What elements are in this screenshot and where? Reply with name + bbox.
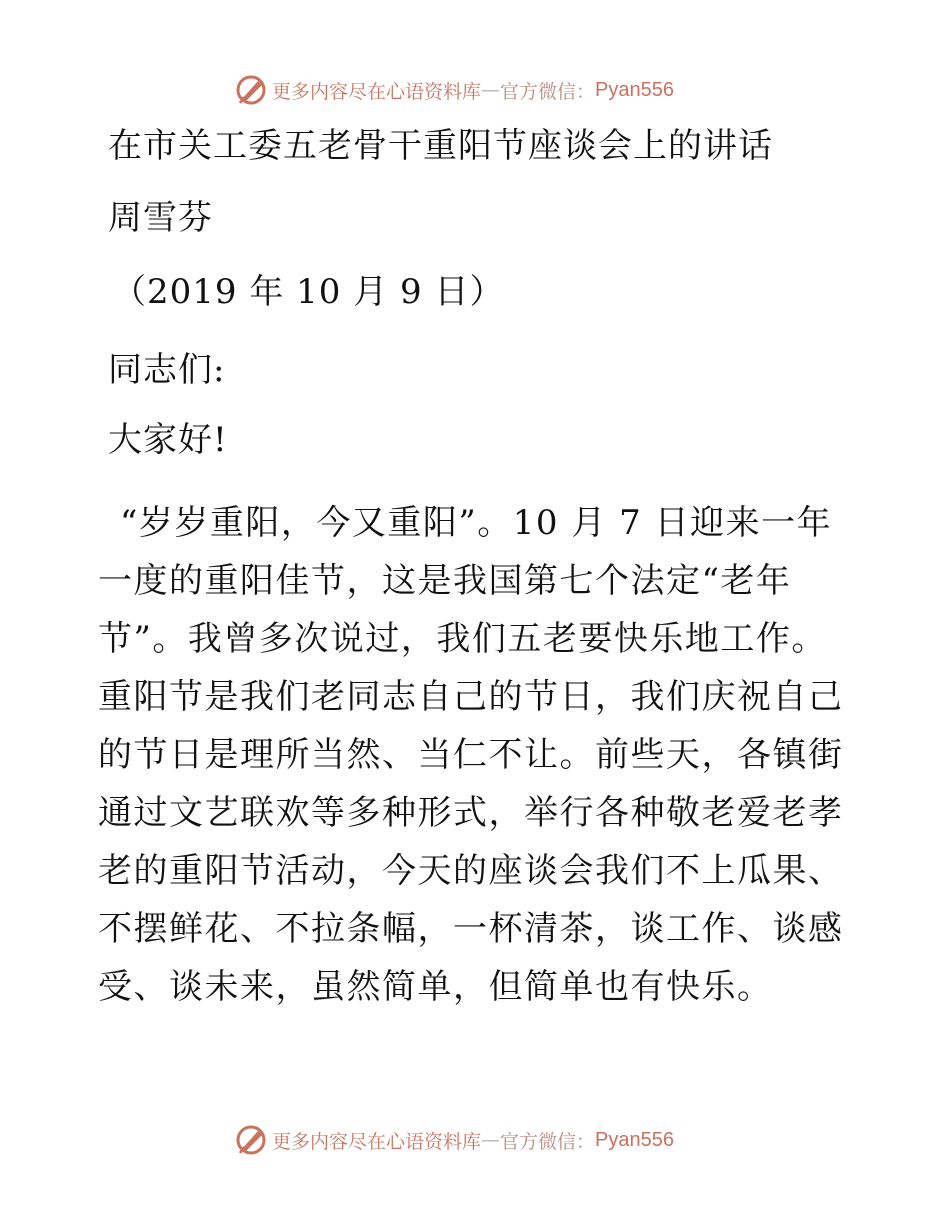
watermark-account-id: Pyan556 <box>595 1128 674 1151</box>
quill-pen-logo-icon <box>234 1123 268 1157</box>
watermark-separator: — <box>481 79 501 101</box>
document-title: 在市关工委五老骨干重阳节座谈会上的讲话 <box>108 126 773 166</box>
document-paragraph: “岁岁重阳，今又重阳”。10 月 7 日迎来一年一度的重阳佳节，这是我国第七个法定“老年节”。我曾多次说过，我们五老要快乐地工作。重阳节是我们老同志自己的节日，我们庆祝自己的节日是理所当然、当仁不让。前些天，各镇街通过文艺联欢等多种形式，举行各种敬老爱老孝老的重阳节活动，今天的座谈会我们不上瓜果、不摆鲜花、不拉条幅，一杯清茶，谈工作、谈感受、谈未来，虽然简单，但简单也有快乐。 <box>98 503 844 1007</box>
quill-pen-logo-icon <box>234 73 268 107</box>
document-salutation: 同志们: <box>108 350 226 390</box>
watermark-official-label: 官方微信： <box>500 80 596 103</box>
header-watermark <box>234 72 674 108</box>
watermark-brand-text: 更多内容尽在心语资料库 <box>272 80 482 103</box>
watermark-separator: — <box>481 1129 501 1151</box>
watermark-official-label: 官方微信： <box>500 1130 596 1153</box>
document-author: 周雪芬 <box>108 198 213 238</box>
document-greeting: 大家好! <box>108 420 228 460</box>
document-date: （2019 年 10 月 9 日） <box>112 272 505 312</box>
watermark-account-id: Pyan556 <box>595 78 674 101</box>
watermark-brand-text: 更多内容尽在心语资料库 <box>272 1130 482 1153</box>
footer-watermark <box>234 1122 674 1158</box>
